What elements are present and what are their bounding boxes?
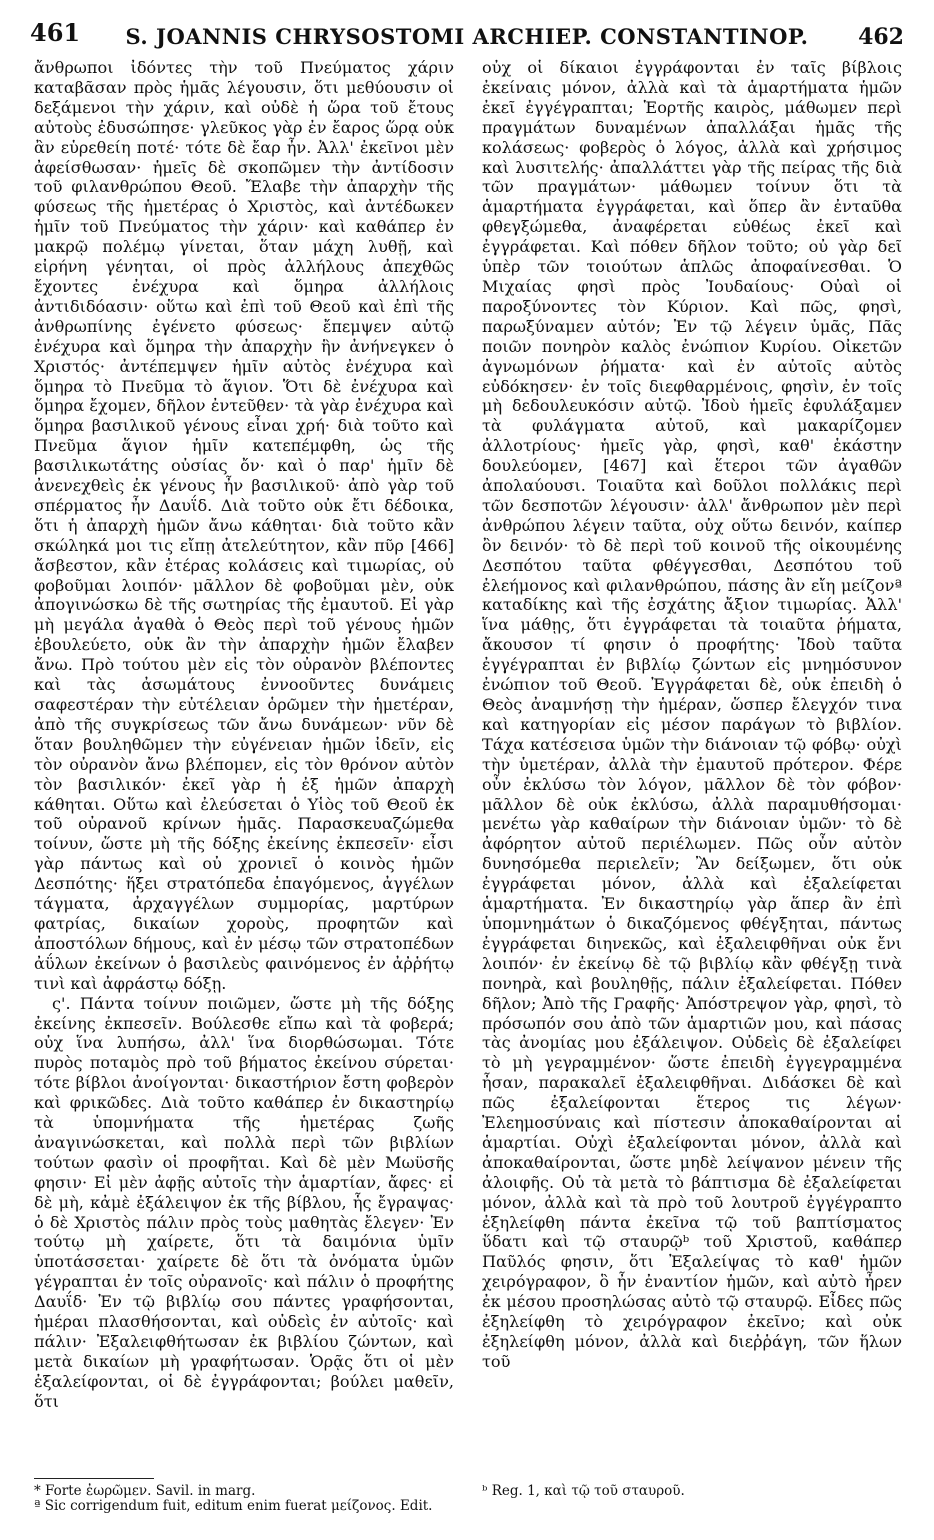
- footnote-left-1: * Forte ἐωρῶμεν. Savil. in marg.: [34, 1483, 256, 1499]
- footnotes-right: [482, 1484, 902, 1499]
- footnotes-left: [34, 1484, 454, 1514]
- running-header: [24, 14, 910, 54]
- page-number-left: 461: [30, 18, 81, 47]
- left-paragraph-1: ἄνθρωποι ἰδόντες τὴν τοῦ Πνεύματος χάριν καταβᾶσαν πρὸς ἡμᾶς λέγουσιν, ὅτι μεθύουσιν οἱ δεξάμενοι τὴν χάριν, καὶ οὐδὲ ἡ ὥρα τοῦ ἔτους αὐτοὺς ἐδυσώπησε· γλεῦκος γὰρ ἐν ἔαρος ὥρᾳ οὐκ ἂν εὑρεθείη ποτέ· τότε δὲ ἔαρ ἦν. Ἀλλ' ἐκεῖνοι μὲν ἀφείσθωσαν· ἡμεῖς δὲ σκοπῶμεν τὴν ἀντίδοσιν τοῦ φιλανθρώπου Θεοῦ. Ἔλαβε τὴν ἀπαρχὴν τῆς φύσεως τῆς ἡμετέρας ὁ Χριστὸς, καὶ ἀντέδωκεν ἡμῖν τοῦ Πνεύματος τὴν χάριν· καὶ καθάπερ ἐν μακρῷ πολέμῳ γίνεται, ὅταν μάχη λυθῇ, καὶ εἰρήνη γένηται, οἱ πρὸς ἀλλήλους ἀπεχθῶς ἔχοντες ἐνέχυρα καὶ ὅμηρα ἀλλήλοις ἀντιδιδόασιν· οὕτω καὶ ἐπὶ τοῦ Θεοῦ καὶ ἐπὶ τῆς ἀνθρωπίνης ἐγένετο φύσεως· ἔπεμψεν αὐτῷ ἐνέχυρα καὶ ὅμηρα τὴν ἀπαρχὴν ἣν ἀνήνεγκεν ὁ Χριστός· ἀντέπεμψεν ἡμῖν αὐτὸς ἐνέχυρα καὶ ὅμηρα τὸ Πνεῦμα τὸ ἅγιον. Ὅτι δὲ ἐνέχυρα καὶ ὅμηρα ἔχομεν, δῆλον ἐντεῦθεν· τὰ γὰρ ἐνέχυρα καὶ ὅμηρα βασιλικοῦ γένους εἶναι χρή· διὰ τοῦτο καὶ Πνεῦμα ἅγιον ἡμῖν κατεπέμφθη, ὡς τῆς βασιλικωτάτης οὐσίας ὄν· καὶ ὁ παρ' ἡμῖν δὲ ἀνενεχθεὶς ἐκ γένους ἦν βασιλικοῦ· ἀπὸ γὰρ τοῦ σπέρματος ἦν Δαυΐδ. Διὰ τοῦτο οὐκ ἔτι δέδοικα, ὅτι ἡ ἀπαρχὴ ἡμῶν ἄνω κάθηται· διὰ τοῦτο κἂν σκώληκά μοι τις εἴπῃ ἀτελεύτητον, κἂν πῦρ [466] ἄσβεστον, κἂν ἑτέρας κολάσεις καὶ τιμωρίας, οὐ φοβοῦμαι λοιπόν· μᾶλλον δὲ φοβοῦμαι μὲν, οὐκ ἀπογινώσκω δὲ τῆς σωτηρίας τῆς ἐμαυτοῦ. Εἰ γὰρ μὴ μεγάλα ἀγαθὰ ὁ Θεὸς περὶ τοῦ γένους ἡμῶν ἐβουλεύετο, οὐκ ἂν τὴν ἀπαρχὴν ἡμῶν ἔλαβεν ἄνω. Πρὸ τούτου μὲν εἰς τὸν οὐρανὸν βλέποντες καὶ τὰς ἀσωμάτους ἐννοοῦντες δυνάμεις σαφεστέραν τὴν εὐτέλειαν ὁρῶμεν τὴν ἡμετέραν, ἀπὸ τῆς συγκρίσεως τῶν ἄνω δυνάμεων· νῦν δὲ ὅταν βουληθῶμεν τὴν εὐγένειαν ἡμῶν ἰδεῖν, εἰς τὸν οὐρανὸν ἄνω βλέπομεν, εἰς τὸν θρόνον αὐτὸν τὸν βασιλικόν· ἐκεῖ γὰρ ἡ ἐξ ἡμῶν ἀπαρχὴ κάθηται. Οὕτω καὶ ἐλεύσεται ὁ Υἱὸς τοῦ Θεοῦ ἐκ τοῦ οὐρανοῦ κρίνων ἡμᾶς. Παρασκευαζώμεθα τοίνυν, ὥστε μὴ τῆς δόξης ἐκείνης ἐκπεσεῖν· εἶσι γὰρ πάντως καὶ οὐ χρονιεῖ ὁ κοινὸς ἡμῶν Δεσπότης· ἥξει στρατόπεδα ἐπαγόμενος, ἀγγέλων τάγματα, ἀρχαγγέλων συμμορίας, μαρτύρων φατρίας, δικαίων χοροὺς, προφητῶν καὶ ἀποστόλων δήμους, καὶ ἐν μέσῳ τῶν στρατοπέδων ἀΰλων ἐκείνων ὁ βασιλεὺς φαινόμενος ἐν ἀῤῥήτῳ τινὶ καὶ ἀφράστῳ δόξῃ.: [34, 58, 454, 993]
- right-paragraph-1: οὐχ οἱ δίκαιοι ἐγγράφονται ἐν ταῖς βίβλοις ἐκείναις μόνον, ἀλλὰ καὶ τὰ ἁμαρτήματα ἡμῶν ἐκεῖ ἐγγέγραπται; Ἑορτῆς καιρὸς, μάθωμεν περὶ πραγμάτων δυναμένων ἀπαλλάξαι ἡμᾶς τῆς κολάσεως· φοβερὸς ὁ λόγος, ἀλλὰ καὶ χρήσιμος καὶ λυσιτελής· ἀπαλλάττει γὰρ τῆς πείρας τῆς διὰ τῶν πραγμάτων· μάθωμεν τοίνυν ὅτι τὰ ἁμαρτήματα ἐγγράφεται, καὶ ὅπερ ἂν ἐνταῦθα φθεγξώμεθα, ἀναφέρεται εὐθέως ἐκεῖ καὶ ἐγγράφεται. Καὶ πόθεν δῆλον τοῦτο; οὐ γὰρ δεῖ ὑπὲρ τῶν τοιούτων ἁπλῶς ἀποφαίνεσθαι. Ὁ Μιχαίας φησὶ πρὸς Ἰουδαίους· Οὐαὶ οἱ παροξύνοντες τὸν Κύριον. Καὶ πῶς, φησὶ, παρωξύναμεν αὐτόν; Ἐν τῷ λέγειν ὑμᾶς, Πᾶς ποιῶν πονηρὸν καλὸς ἐνώπιον Κυρίου. Οἰκετῶν ἀγνωμόνων ῥήματα· καὶ ἐν αὐτοῖς αὐτὸς εὐδόκησεν· ἐν τοῖς διεφθαρμένοις, φησὶν, ἐν τοῖς μὴ δεδουλευκόσιν αὐτῷ. Ἰδοὺ ἡμεῖς ἐφυλάξαμεν τὰ φυλάγματα αὐτοῦ, καὶ μακαρίζομεν ἀλλοτρίους· ἡμεῖς γὰρ, φησὶ, καθ' ἑκάστην δουλεύομεν, [467] καὶ ἕτεροι τῶν ἀγαθῶν ἀπολαύουσι. Τοιαῦτα καὶ δοῦλοι πολλάκις περὶ τῶν δεσποτῶν λέγουσιν· ἀλλ' ἄνθρωπον μὲν περὶ ἀνθρώπου λέγειν ταῦτα, οὐχ οὕτω δεινόν, καίπερ ὂν δεινόν· τὸ δὲ περὶ τοῦ κοινοῦ τῆς οἰκουμένης Δεσπότου ταῦτα φθέγγεσθαι, Δεσπότου τοῦ ἐλεήμονος καὶ φιλανθρώπου, πάσης ἂν εἴη μείζονª καταδίκης καὶ τῆς ἐσχάτης ἄξιον τιμωρίας. Ἀλλ' ἵνα μάθῃς, ὅτι ἐγγράφεται τὰ τοιαῦτα ῥήματα, ἄκουσον τί φησιν ὁ προφήτης· Ἰδοὺ ταῦτα ἐγγέγραπται ἐν βιβλίῳ ζώντων εἰς μνημόσυνον ἐνώπιον τοῦ Θεοῦ. Ἐγγράφεται δὲ, οὐκ ἐπειδὴ ὁ Θεὸς ἀναμνήσῃ τὴν ἡμέραν, ὥσπερ ἔλεγχόν τινα καὶ κατηγορίαν εἰς μέσον παράγων τὸ βιβλίον. Τάχα κατέσεισα ὑμῶν τὴν διάνοιαν τῷ φόβῳ· οὐχὶ τὴν ὑμετέραν, ἀλλὰ τὴν ἐμαυτοῦ πρότερον. Φέρε οὖν ἐκλύσω τὸν λόγον, μᾶλλον δὲ τὸν φόβον· μᾶλλον δὲ οὐκ ἐκλύσω, ἀλλὰ παραμυθήσομαι· μενέτω γὰρ καθαίρων τὴν διάνοιαν ὑμῶν· τὸ δὲ ἀφόρητον αὐτοῦ περιέλωμεν. Πῶς οὖν αὐτὸν δυνησόμεθα περιελεῖν; Ἂν δείξωμεν, ὅτι οὐκ ἐγγράφεται μόνον, ἀλλὰ καὶ ἐξαλείφεται ἁμαρτήματα. Ἐν δικαστηρίῳ γὰρ ἅπερ ἂν ἐπὶ ὑπομνημάτων ὁ δικαζόμενος φθέγξηται, πάντως ἐγγράφεται διηνεκῶς, καὶ ἐξαλειφθῆναι οὐκ ἔνι λοιπόν· ἐν ἐκείνῳ δὲ τῷ βιβλίῳ κἂν φθέγξῃ τινὰ πονηρὰ, καὶ βουληθῇς, πάλιν ἐξαλείφεται. Πόθεν δῆλον; Ἀπὸ τῆς Γραφῆς· Ἀπόστρεψον γὰρ, φησὶ, τὸ πρόσωπόν σου ἀπὸ τῶν ἁμαρτιῶν μου, καὶ πάσας τὰς ἀνομίας μου ἐξάλειψον. Οὐδεὶς δὲ ἐξαλείφει τὸ μὴ γεγραμμένον· ὥστε ἐπειδὴ ἐγγεγραμμένα ἦσαν, παρακαλεῖ ἐξαλειφθῆναι. Διδάσκει δὲ καὶ πῶς ἐξαλείφονται ἕτερος τις λέγων· Ἐλεημοσύναις καὶ πίστεσιν ἀποκαθαίρονται αἱ ἁμαρτίαι. Οὐχὶ ἐξαλείφονται μόνον, ἀλλὰ καὶ ἀποκαθαίρονται, ὥστε μηδὲ λείψανον μένειν τῆς ἀλοιφῆς. Οὐ τὰ μετὰ τὸ βάπτισμα δὲ ἐξαλείφεται μόνον, ἀλλὰ καὶ τὰ πρὸ τοῦ λουτροῦ ἐγγέγραπτο ἐξηλείφθη πάντα ἐκεῖνα τῷ τοῦ βαπτίσματος ὕδατι καὶ τῷ σταυρῷᵇ τοῦ Χριστοῦ, καθάπερ Παῦλός φησιν, ὅτι Ἐξαλείψας τὸ καθ' ἡμῶν χειρόγραφον, ὃ ἦν ἐναντίον ἡμῶν, καὶ αὐτὸ ἦρεν ἐκ μέσου προσηλώσας αὐτὸ τῷ σταυρῷ. Εἶδες πῶς ἐξηλείφθη τὸ χειρόγραφον ἐκεῖνο; καὶ οὐκ ἐξηλείφθη μόνον, ἀλλὰ καὶ διεῤῥάγη, τῶν ἥλων τοῦ: [482, 58, 902, 1371]
- page-number-right: 462: [858, 24, 904, 50]
- left-paragraph-2: ς'. Πάντα τοίνυν ποιῶμεν, ὥστε μὴ τῆς δόξης ἐκείνης ἐκπεσεῖν. Βούλεσθε εἴπω καὶ τὰ φοβερά; οὐχ ἵνα λυπήσω, ἀλλ' ἵνα διορθώσωμαι. Τότε πυρὸς ποταμὸς πρὸ τοῦ βήματος ἐκείνου σύρεται· τότε βίβλοι ἀνοίγονται· δικαστήριον ἔστη φοβερὸν καὶ φρικῶδες. Διὰ τοῦτο καθάπερ ἐν δικαστηρίῳ τὰ ὑπομνήματα τῆς ἡμετέρας ζωῆς ἀναγινώσκεται, καὶ πολλὰ περὶ τῶν βιβλίων τούτων φασὶν οἱ προφῆται. Καὶ δὲ μὲν Μωϋσῆς φησιν· Εἰ μὲν ἀφῇς αὐτοῖς τὴν ἁμαρτίαν, ἄφες· εἰ δὲ μὴ, κἀμὲ ἐξάλειψον ἐκ τῆς βίβλου, ἧς ἔγραψας· ὁ δὲ Χριστὸς πάλιν πρὸς τοὺς μαθητὰς ἔλεγεν· Ἐν τούτῳ μὴ χαίρετε, ὅτι τὰ δαιμόνια ὑμῖν ὑποτάσσεται· χαίρετε δὲ ὅτι τὰ ὀνόματα ὑμῶν γέγραπται ἐν τοῖς οὐρανοῖς· καὶ πάλιν ὁ προφήτης Δαυΐδ· Ἐν τῷ βιβλίῳ σου πάντες γραφήσονται, ἡμέραι πλασθήσονται, καὶ οὐδεὶς ἐν αὐτοῖς· καὶ πάλιν· Ἐξαλειφθήτωσαν ἐκ βιβλίου ζώντων, καὶ μετὰ δικαίων μὴ γραφήτωσαν. Ὁρᾷς ὅτι οἱ μὲν ἐξαλείφονται, οἱ δὲ ἐγγράφονται; βούλει μαθεῖν, ὅτι: [34, 993, 454, 1411]
- left-column: [34, 58, 454, 1478]
- footnote-left-2: ª Sic corrigendum fuit, editum enim fuerat μείζονος. Edit.: [34, 1498, 433, 1514]
- footnote-rule: [34, 1478, 154, 1479]
- running-title: S. JOANNIS CHRYSOSTOMI ARCHIEP. CONSTANTINOP.: [125, 24, 809, 49]
- right-column: [482, 58, 902, 1478]
- footnote-right-1: ᵇ Reg. 1, καὶ τῷ τοῦ σταυροῦ.: [482, 1483, 685, 1499]
